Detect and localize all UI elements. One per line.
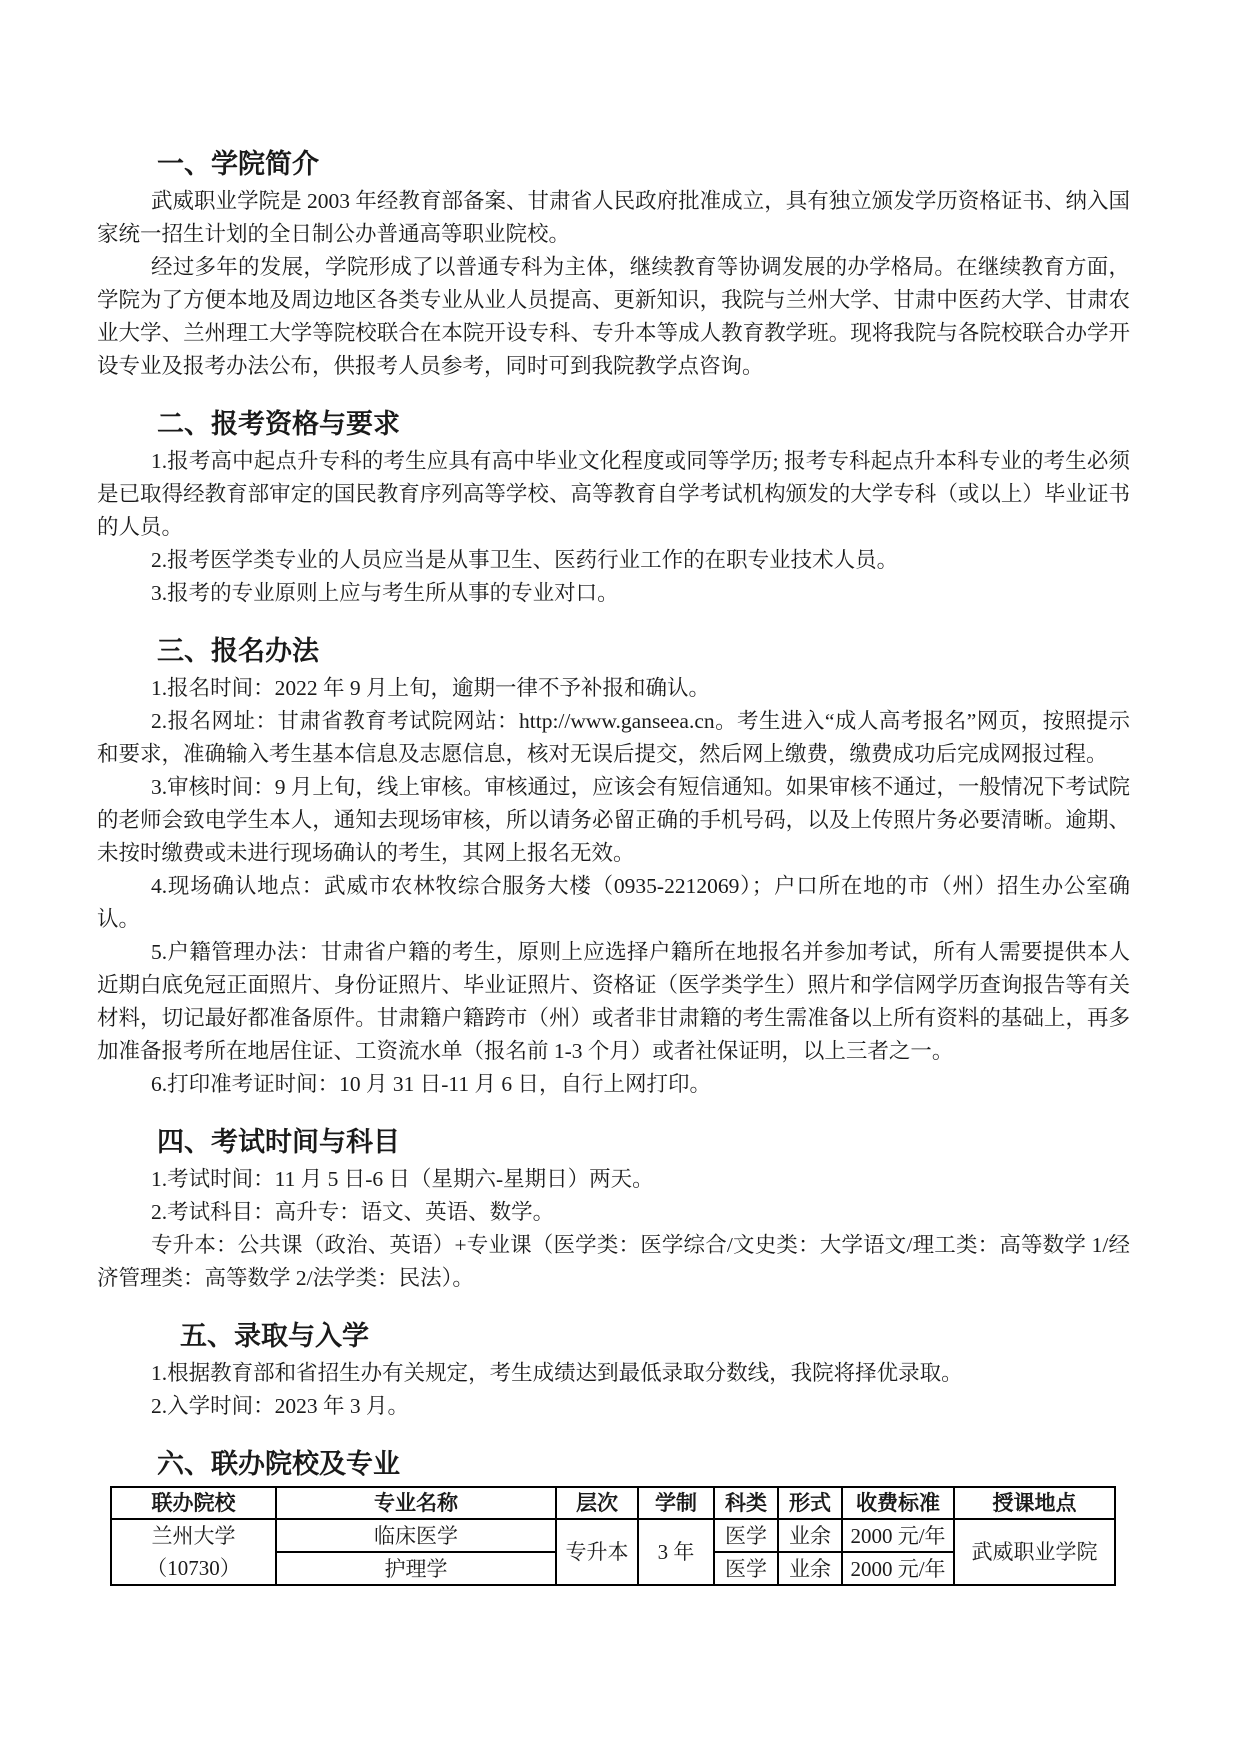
college-name: 兰州大学 [151,1524,236,1548]
header-duration: 学制 [638,1487,714,1519]
section-3-heading: 三、报名办法 [157,636,319,666]
intro-paragraph-2: 经过多年的发展，学院形成了以普通专科为主体，继续教育等协调发展的办学格局。在继续教育方面，学院为了方便本地及周边地区各类专业从业人员提高、更新知识，我院与兰州大学、甘肃中医药大学、甘肃农业大学、兰州理工大学等院校联合在本院开设专科、专升本等成人教育教学班。现将我院与各院校联合办学开设专业及报考办法公布，供报考人员参考，同时可到我院教学点咨询。 [97,255,1130,378]
exam-item-3: 专升本：公共课（政治、英语）+专业课（医学类：医学综合/文史类：大学语文/理工类：高等数学 1/经济管理类：高等数学 2/法学类：民法）。 [97,1233,1130,1290]
category-cell: 医学 [714,1519,778,1552]
major-cell: 护理学 [276,1552,556,1585]
header-fee: 收费标准 [842,1487,954,1519]
registration-item-4: 4.现场确认地点：武威市农林牧综合服务大楼（0935-2212069）；户口所在地的市（州）招生办公室确认。 [97,874,1130,931]
section-college-intro [97,143,1130,383]
duration-cell: 3 年 [638,1519,714,1585]
exam-item-2: 2.考试科目：高升专：语文、英语、数学。 [151,1200,555,1224]
registration-item-1: 1.报名时间：2022 年 9 月上旬，逾期一律不予补报和确认。 [151,676,711,700]
header-category: 科类 [714,1487,778,1519]
registration-item-3: 3.审核时间：9 月上旬，线上审核。审核通过，应该会有短信通知。如果审核不通过，一般情况下考试院的老师会致电学生本人，通知去现场审核，所以请务必留正确的手机号码，以及上传照片务必要清晰。逾期、未按时缴费或未进行现场确认的考生，其网上报名无效。 [97,775,1130,865]
section-programs [97,1443,1130,1586]
exam-item-1: 1.考试时间：11 月 5 日-6 日（星期六-星期日）两天。 [151,1167,654,1191]
section-2-heading: 二、报考资格与要求 [157,409,400,439]
registration-item-2: 2.报名网址：甘肃省教育考试院网站：http://www.ganseea.cn。考生进入“成人高考报名”网页，按照提示和要求，准确输入考生基本信息及志愿信息，核对无误后提交，然后网上缴费，缴费成功后完成网报过程。 [97,709,1130,766]
programs-table [110,1486,1116,1586]
form-cell: 业余 [778,1552,842,1585]
category-cell: 医学 [714,1552,778,1585]
section-registration [97,630,1130,1101]
header-form: 形式 [778,1487,842,1519]
fee-cell: 2000 元/年 [842,1552,954,1585]
location-cell: 武威职业学院 [954,1519,1115,1585]
major-cell: 临床医学 [276,1519,556,1552]
header-college: 联办院校 [111,1487,276,1519]
college-cell [111,1519,276,1585]
registration-item-6: 6.打印准考证时间：10 月 31 日-11 月 6 日，自行上网打印。 [151,1072,711,1096]
college-code: （10730） [146,1556,241,1580]
registration-item-5: 5.户籍管理办法：甘肃省户籍的考生，原则上应选择户籍所在地报名并参加考试，所有人需要提供本人近期白底免冠正面照片、身份证照片、毕业证照片、资格证（医学类学生）照片和学信网学历查询报告等有关材料，切记最好都准备原件。甘肃籍户籍跨市（州）或者非甘肃籍的考生需准备以上所有资料的基础上，再多加准备报考所在地居住证、工资流水单（报名前 1-3 个月）或者社保证明，以上三者之一。 [97,940,1130,1063]
section-exam [97,1121,1130,1295]
section-4-heading: 四、考试时间与科目 [157,1127,400,1157]
eligibility-item-2: 2.报考医学类专业的人员应当是从事卫生、医药行业工作的在职专业技术人员。 [151,548,899,572]
table-header-row [111,1487,1115,1519]
header-major: 专业名称 [276,1487,556,1519]
section-1-heading: 一、学院简介 [157,149,319,179]
form-cell: 业余 [778,1519,842,1552]
header-level: 层次 [556,1487,638,1519]
section-admission [97,1315,1130,1423]
admission-item-1: 1.根据教育部和省招生办有关规定，考生成绩达到最低录取分数线，我院将择优录取。 [151,1361,963,1385]
section-6-heading: 六、联办院校及专业 [157,1449,400,1479]
intro-paragraph-1: 武威职业学院是 2003 年经教育部备案、甘肃省人民政府批准成立，具有独立颁发学历资格证书、纳入国家统一招生计划的全日制公办普通高等职业院校。 [97,189,1130,246]
eligibility-item-3: 3.报考的专业原则上应与考生所从事的专业对口。 [151,581,619,605]
eligibility-item-1: 1.报考高中起点升专科的考生应具有高中毕业文化程度或同等学历; 报考专科起点升本科专业的考生必须是已取得经教育部审定的国民教育序列高等学校、高等教育自学考试机构颁发的大学专科（或以上）毕业证书的人员。 [97,449,1130,539]
header-location: 授课地点 [954,1487,1115,1519]
admission-item-2: 2.入学时间：2023 年 3 月。 [151,1394,410,1418]
fee-cell: 2000 元/年 [842,1519,954,1552]
table-row-clinical-medicine [111,1519,1115,1552]
section-5-heading: 五、录取与入学 [180,1321,369,1351]
section-eligibility [97,403,1130,610]
level-cell: 专升本 [556,1519,638,1585]
